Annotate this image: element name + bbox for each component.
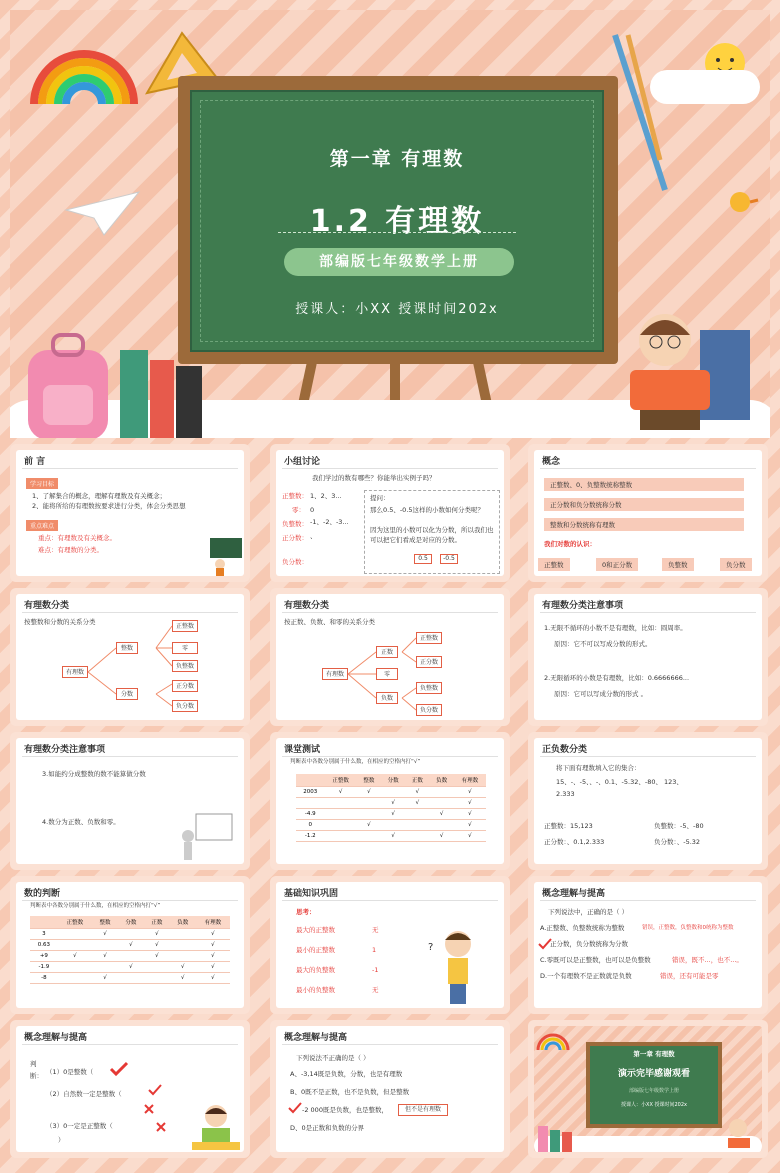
boy-reading-icon: [722, 1116, 758, 1152]
rainbow-icon: [24, 34, 144, 104]
slide-classification-1[interactable]: 有理数分类 按整数和分数的关系分类 有理数 整数 分数 正整数 零 负整数 正分数 负分数: [10, 588, 250, 726]
chapter-title: 第一章 有理数: [329, 148, 465, 170]
svg-text:?: ?: [428, 942, 434, 953]
table-row: -1.9 √ √ √: [30, 962, 230, 973]
slide-preface[interactable]: 前 言 学习目标 1、了解集合的概念，理解有理数及有关概念； 2、能将所给的有理数按要求进行分类，体会分类思想 重点难点 重点：有理数及有关概念。 难点：有理数的分类。: [10, 444, 250, 582]
slide-title: 前 言: [24, 457, 46, 467]
cross-icon: [156, 1122, 166, 1132]
table-row: 2003 √ √ √ √: [296, 787, 486, 798]
table-row: +9 √ √ √ √: [30, 951, 230, 962]
slide-classification-2[interactable]: 有理数分类 按正数、负数、和零的关系分类 有理数 正数 零 负数 正整数 正分数 负整数 负分数: [270, 588, 510, 726]
bird-icon: [720, 182, 760, 222]
check-icon: [148, 1084, 162, 1096]
slide-discussion[interactable]: 小组讨论 我们学过的数有哪些？你能举出实例子吗？ 正整数： 1、2、3... 零： 0 负整数： -1、-2、-3... 正分数： 、 负分数： 提问： 那么0.5、-0.5这样的小数如何分类呢？ 因为这里的小数可以化为分数，所以我们也可以把它们看成是对应的分数。 0.5 -0.5: [270, 444, 510, 582]
backpack-icon: [18, 330, 128, 438]
slide-concept[interactable]: 概念 正整数、0、负整数统称整数 正分数和负分数统称分数 整数和分数统称有理数 我们对数的认识： 正整数 0和正分数 负整数 负分数: [528, 444, 768, 582]
slide-concept-improve-2[interactable]: 概念理解与提高 判 断： （1）0是整数（ （2）自然数一定是整数（ （3）0一定是正整数（ ）: [10, 1020, 250, 1158]
table-row: -8 √ √ √: [30, 973, 230, 984]
table-row: -1.2 √ √ √: [296, 831, 486, 842]
slide-signs[interactable]: 正负数分类 将下面有理数填入它的集合： 15、-、-5、、-、0.1、-5.32、-80、 123、 2.333 正整数：15,123 负整数：-5、-80 正分数：、0.1,2.333 负分数：、-5.32: [528, 732, 768, 870]
pencil-icon: [610, 30, 670, 200]
quiz-table: 正整数 整数 分数 正数 负数 有理数 2003 √ √ √ √ √ √ √ -4.9 √ √ √ 0 √ √ -1.2 √ √ √: [296, 774, 486, 842]
paper-plane-icon: [64, 190, 144, 240]
slide-basics[interactable]: 基础知识巩固 思考： 最大的正整数 无 最小的正整数 1 最大的负整数 -1 最小的负整数 无 ?: [270, 876, 510, 1014]
blackboard: [190, 90, 604, 352]
check-icon: [288, 1102, 302, 1114]
slide-concept-improve-3[interactable]: 概念理解与提高 下列说法不正确的是（ ） A、-3,14既是负数，分数，也是有理数 B、0既不是正数，也不是负数，但是整数 -2 000既是负数，也是整数， 但不是有理数 D、0是正数和负数的分界: [270, 1020, 510, 1158]
judgement-table: 正整数 整数 分数 正数 负数 有理数 3 √ √ √ 0.63 √ √ √ +9 √ √ √ √ -1.9 √ √ √ -8 √ √ √: [30, 916, 230, 984]
rainbow-icon: [536, 1030, 570, 1050]
slide-thanks[interactable]: 第一章 有理数 演示完毕感谢观看 部编版七年级数学上册 授课人：小XX 授课时间202x: [528, 1020, 768, 1158]
check-icon: [110, 1062, 128, 1076]
table-row: 3 √ √ √: [30, 929, 230, 940]
thinking-boy-icon: [426, 926, 486, 1006]
slide-notes-1[interactable]: 有理数分类注意事项 1.无限不循环的小数不是有理数，比如：圆周率。 原因：它不可以写成分数的形式。 2.无限循环的小数是有理数，比如：0.6666666... 原因：它可以写成分数的形式 。: [528, 588, 768, 726]
tag-goal: 学习目标: [26, 478, 58, 489]
cross-icon: [144, 1104, 154, 1114]
table-row: 0.63 √ √ √: [30, 940, 230, 951]
tag-key: 重点难点: [26, 520, 58, 531]
slide-judgement[interactable]: 数的判断 判断表中各数分别属于什么数，在相应的空格内打“√” 正整数 整数 分数 正数 负数 有理数 3 √ √ √ 0.63 √ √ √ +9 √ √ √ √ -1.9 √ √ √ -8 √ √ √: [10, 876, 250, 1014]
slide-notes-2[interactable]: 有理数分类注意事项 3.如能约分成整数的数不能算做分数 4.数分为正数、负数和零。: [10, 732, 250, 870]
teacher-info: 授课人：小XX 授课时间202x: [295, 302, 499, 317]
table-row: 0 √ √: [296, 820, 486, 831]
table-row: -4.9 √ √ √: [296, 809, 486, 820]
subtitle-pill: 部编版七年级数学上册: [284, 248, 514, 276]
lesson-title: 1.2 有理数: [309, 204, 485, 239]
slide-quiz[interactable]: 课堂测试 判断表中各数分别属于什么数，在相应的空格内打“√” 正整数 整数 分数 正数 负数 有理数 2003 √ √ √ √ √ √ √ -4.9 √ √ √ 0 √ √ -1.2 √ √ √: [270, 732, 510, 870]
table-row: √ √ √: [296, 798, 486, 809]
books-stack-icon: [120, 340, 220, 438]
cover-slide[interactable]: [10, 10, 770, 438]
presenter-icon: [176, 812, 236, 862]
teacher-board-icon: [206, 536, 244, 576]
boy-reading-icon: [610, 300, 760, 438]
girl-reading-icon: [186, 1102, 244, 1152]
slide-concept-improve-1[interactable]: 概念理解与提高 下列说法中，正确的是（ ） A.正整数、负整数统称为整数 错误，正整数，负整数和0统称为整数 正分数，负分数统称为分数 C.零既可以是正整数，也可以是负整数 错误，既不...，也不...。 D.一个有理数不是正数就是负数 错误，还有可能是零: [528, 876, 768, 1014]
books-stack-icon: [538, 1122, 588, 1152]
